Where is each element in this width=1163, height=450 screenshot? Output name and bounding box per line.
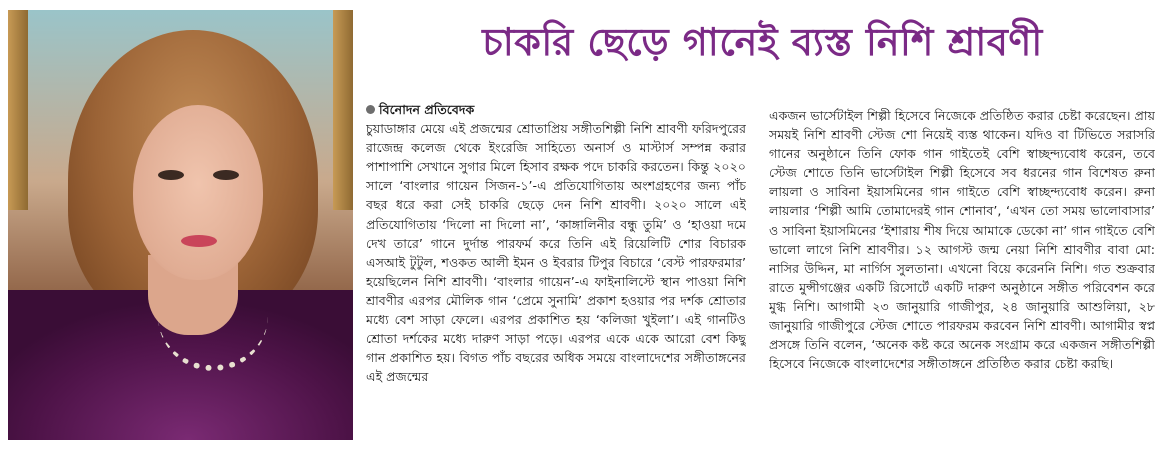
curtain-decoration: [333, 10, 353, 210]
byline-text: বিনোদন প্রতিবেদক: [379, 102, 475, 117]
eye-left: [158, 170, 184, 180]
column-2-body: একজন ভার্সেটাইল শিল্পী হিসেবে নিজেকে প্রতিষ্ঠিত করার চেষ্টা করেছেন। প্রায় সময়ই নিশি শ্রাবণী স্টেজ শো নিয়েই ব্যস্ত থাকেন। যদিও বা টিভিতে সরাসরি গানের অনুষ্ঠানে তিনি ফোক গান গাইতেই বেশি স্বাচ্ছন্দ্যবোধ করেন, তবে স্টেজ শোতে তিনি ভার্সেটাইল শিল্পী হিসেবে সব ধরনের গান বিশেষত রুনা লায়লা ও সাবিনা ইয়াসমিনের গান গাইতে বেশি স্বাচ্ছন্দ্যবোধ করেন। রুনা লায়লার ‘শিল্পী আমি তোমাদেরই গান শোনাব’, ‘এখন তো সময় ভালোবাসার’ ও সাবিনা ইয়াসমিনের ‘ইশারায় শীষ দিয়ে আমাকে ডেকো না’ গান গাইতে বেশি ভালো লাগে নিশি শ্রাবণীর। ১২ আগস্ট জন্ম নেয়া নিশি শ্রাবণীর বাবা মো: নাসির উদ্দিন, মা নার্গিস সুলতানা। এখনো বিয়ে করেননি নিশি। গত শুক্রবার রাতে মুন্সীগঞ্জের একটি রিসোর্টে একটি দারুণ অনুষ্ঠানে সঙ্গীত পরিবেশন করে মুগ্ধ নিশি। আগামী ২৩ জানুয়ারি গাজীপুর, ২৪ জানুয়ারি আশুলিয়া, ২৮ জানুয়ারি গাজীপুরে স্টেজ শোতে পারফরম করবেন নিশি শ্রাবণী। আগামীর স্বপ্ন প্রসঙ্গে তিনি বলেন, ‘অনেক কষ্ট করে অনেক সংগ্রাম করে একজন সঙ্গীতশিল্পী হিসেবে নিজেকে বাংলাদেশের সঙ্গীতাঙ্গনে প্রতিষ্ঠিত করার চেষ্টা করছি।: [769, 108, 1155, 372]
article-column-1: [366, 100, 746, 440]
curtain-decoration: [8, 10, 28, 210]
column-1-body: চুয়াডাঙ্গার মেয়ে এই প্রজন্মের শ্রোতাপ্রিয় সঙ্গীতশিল্পী নিশি শ্রাবণী ফরিদপুরের রাজেন্দ্র কলেজ থেকে ইংরেজি সাহিত্যে অনার্স ও মাস্টার্স সম্পন্ন করার পাশাপাশি সেখানে সুগার মিলে হিসাব রক্ষক পদে চাকরি করতেন। কিন্তু ২০২০ সালে ‘বাংলার গায়েন সিজন-১’-এ প্রতিযোগিতায় অংশগ্রহণের জন্য পাঁচ বছর ধরে করা সেই চাকরি ছেড়ে দেন নিশি শ্রাবণী। ২০২০ সালে এই প্রতিযোগিতায় ‘দিলো না দিলো না’, ‘কাঙ্গালিনীর বন্ধু তুমি’ ও ‘হাওয়া দমে দেখ তারে’ গানে দুর্দান্ত পারফর্ম করে তিনি এই রিয়েলিটি শোর বিচারক এসআই টুটুল, শওকত আলী ইমন ও ইবরার টিপুর বিচারে ‘বেস্ট পারফরমার’ হয়েছিলেন নিশি শ্রাবণী। ‘বাংলার গায়েন’-এ ফাইনালিস্টে স্থান পাওয়া নিশি শ্রাবণীর এরপর মৌলিক গান ‘প্রেমে সুনামি’ প্রকাশ হওয়ার পর দর্শক শ্রোতার মধ্যে বেশ সাড়া ফেলে। এরপর প্রকাশিত হয় ‘কলিজা খুইলা’। এই গানটিও শ্রোতা দর্শকের মধ্যে দারুণ সাড়া পড়ে। এরপর একে একে আরো বেশ কিছু গান প্রকাশিত হয়। বিগত পাঁচ বছরের অধিক সময়ে বাংলাদেশের সঙ্গীতাঙ্গনের এই প্রজন্মের: [366, 121, 746, 385]
bullet-icon: [366, 105, 375, 114]
byline: [366, 100, 746, 119]
face-shape: [133, 105, 263, 280]
singer-photo: [8, 10, 353, 440]
eye-right: [213, 170, 239, 180]
article-column-2: [769, 106, 1155, 446]
article-headline: চাকরি ছেড়ে গানেই ব্যস্ত নিশি শ্রাবণী: [482, 20, 1043, 64]
lips-shape: [181, 235, 217, 247]
